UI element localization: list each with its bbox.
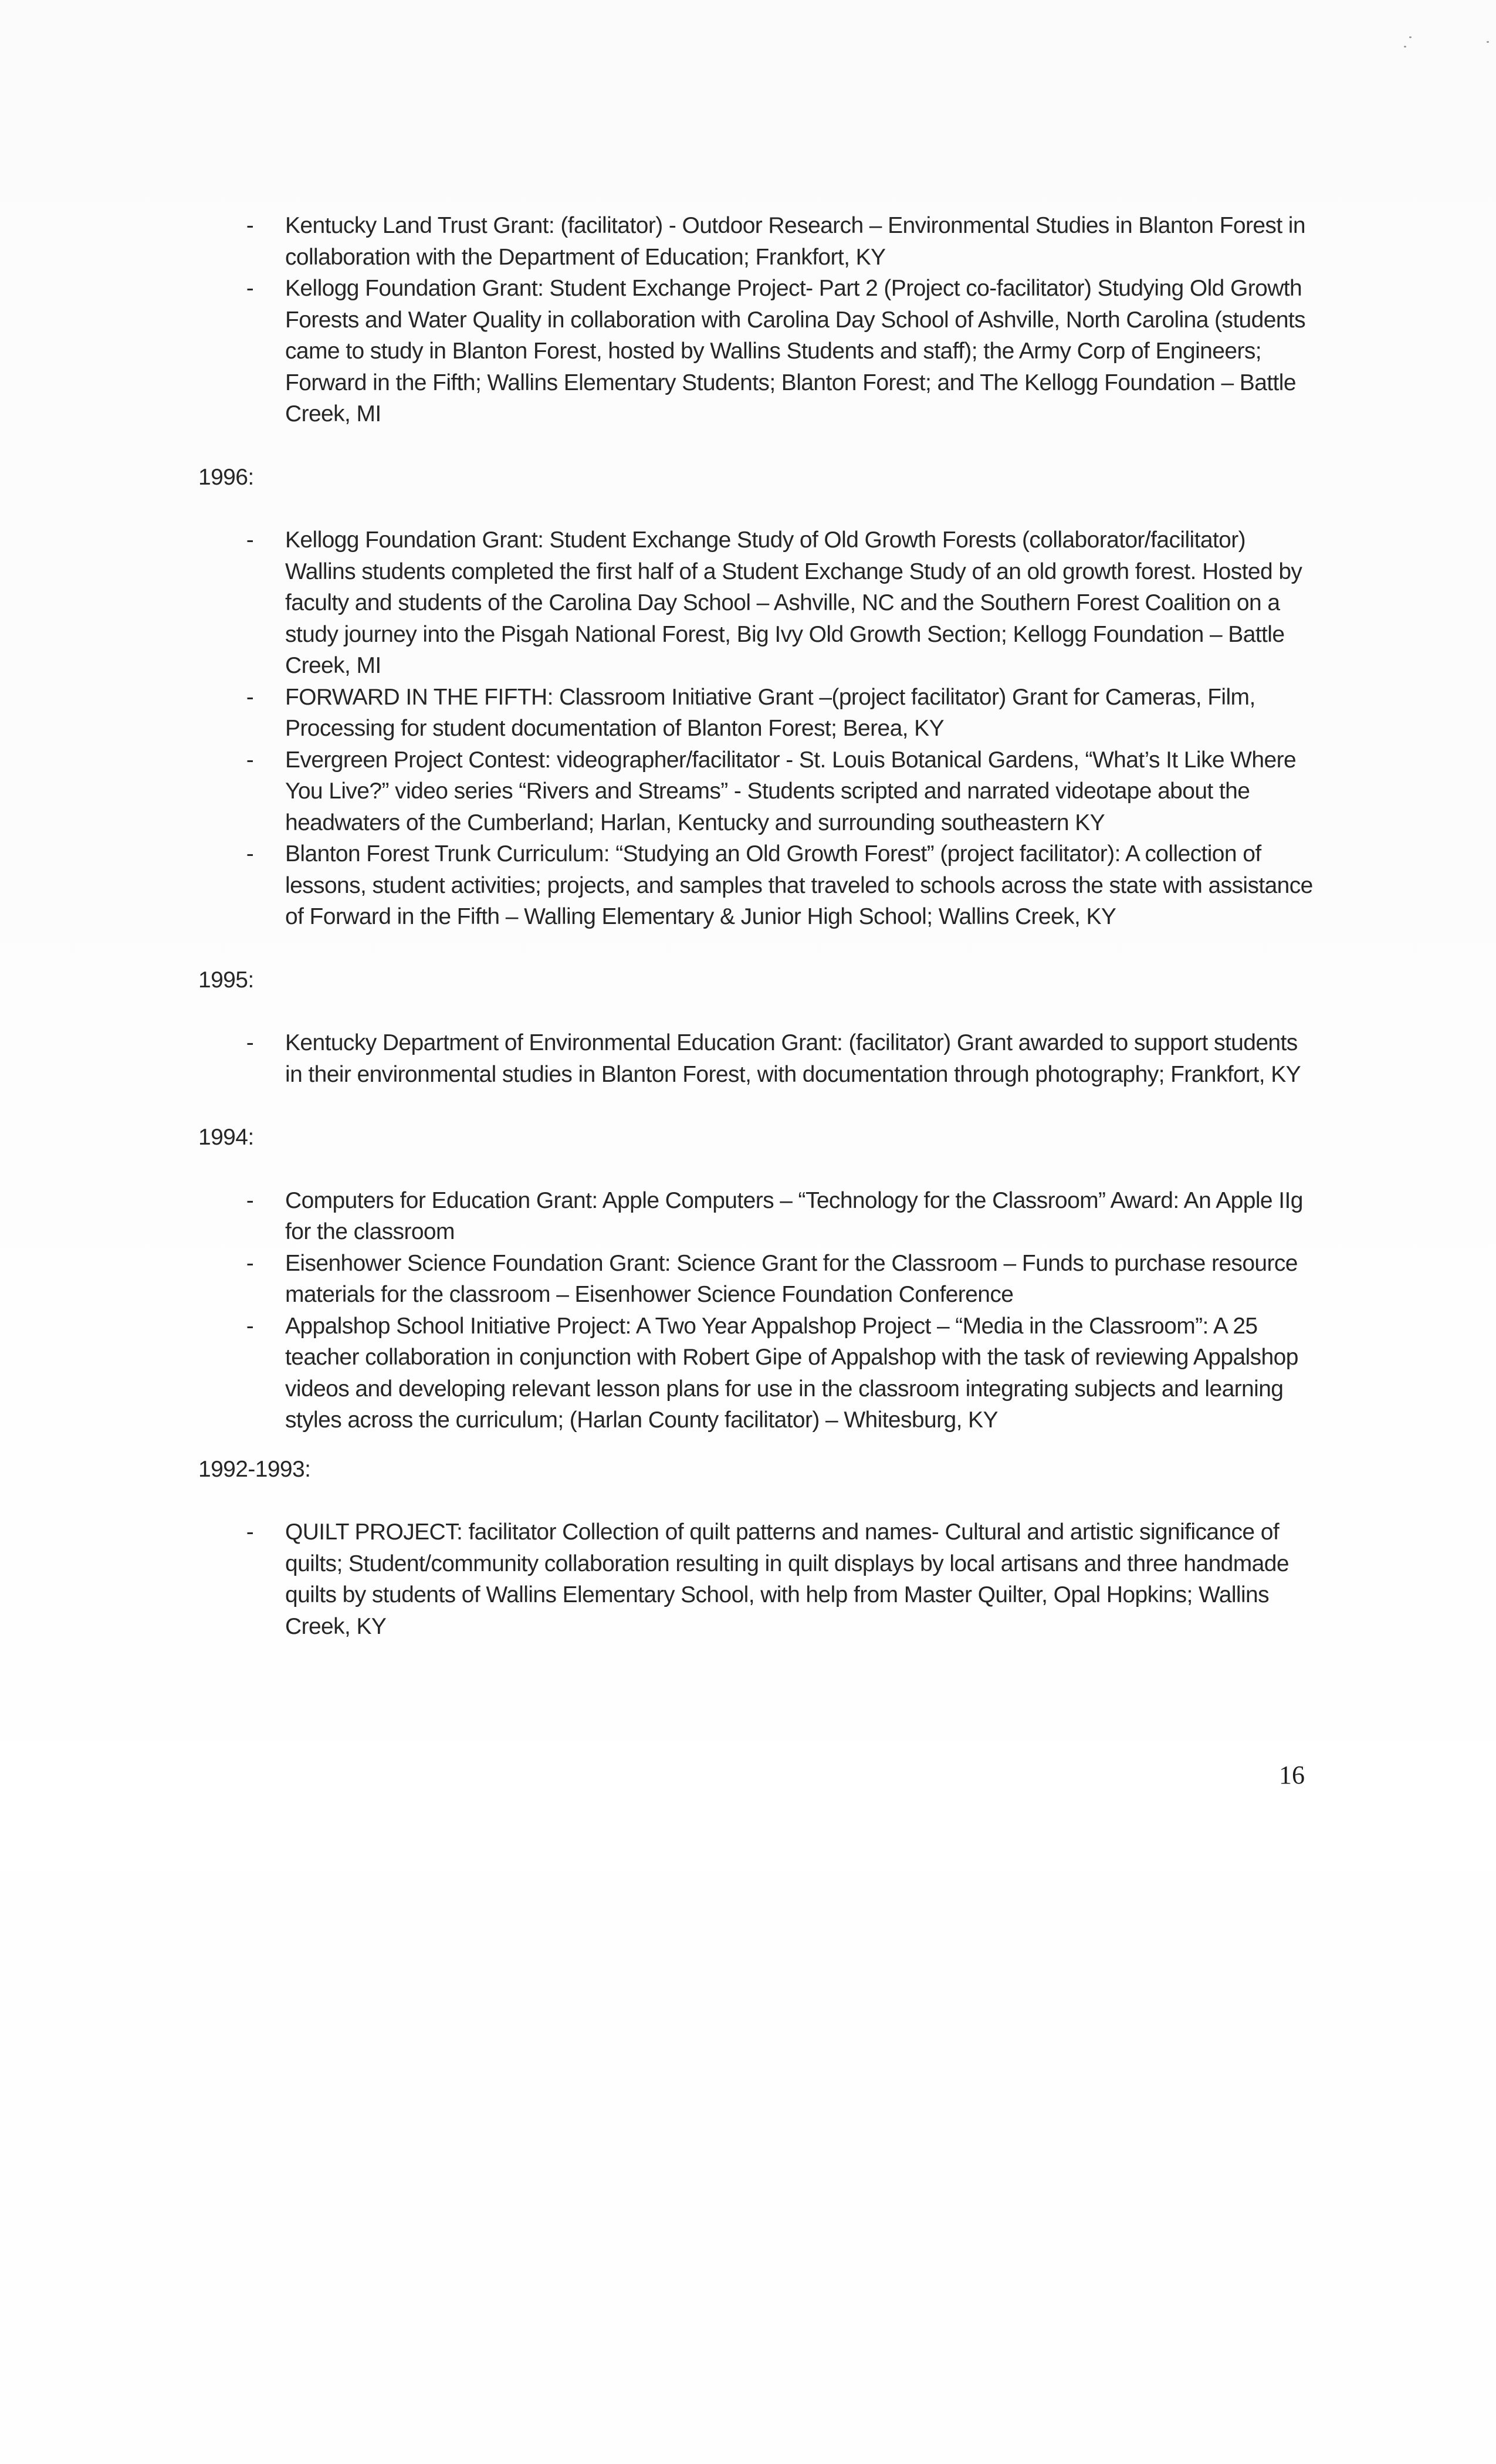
year-heading: 1994: — [198, 1125, 254, 1150]
entry-text: Kentucky Land Trust Grant: (facilitator) - Outdoor Research – Environmental Studies in Blanton Forest in collaboration with the Department of Education; Frankfort, KY — [285, 213, 1305, 270]
dash-bullet: - — [246, 1250, 254, 1276]
entry-text: Kellogg Foundation Grant: Student Exchange Project- Part 2 (Project co-facilitator) Studying Old Growth Forests and Water Quality in collaboration with Carolina Day School of Ashville, North Carolina (students came to study in Blanton Forest, hosted by Wallins Students and staff); the Army Corp of Engineers; Forward in the Fifth; Wallins Elementary Students; Blanton Forest; and The Kellogg Foundation – Battle Creek, MI — [285, 276, 1306, 427]
section-1992-1993 — [198, 1454, 1313, 1643]
grant-entry-appalshop-initiative — [198, 1311, 1318, 1436]
scan-speck — [1409, 36, 1412, 38]
grant-entry-kellogg-exchange-study — [198, 524, 1318, 682]
scan-speck — [1487, 41, 1489, 43]
year-heading: 1992-1993: — [198, 1456, 311, 1482]
heading-gap — [198, 1485, 1313, 1517]
dash-bullet: - — [246, 276, 254, 301]
entry-text: Blanton Forest Trunk Curriculum: “Studying an Old Growth Forest” (project facilitator): A collection of lessons, student activities; projects, and samples that traveled to schools across the state with assistance of Forward in the Fifth – Walling Elementary & Junior High School; Wallins Creek, KY — [285, 841, 1313, 929]
scan-speck — [1404, 46, 1406, 48]
entry-text: QUILT PROJECT: facilitator Collection of quilt patterns and names- Cultural and artistic significance of quilts; Student/community collaboration resulting in quilt displays by local artisans and three handmade quilts by students of Wallins Elementary School, with help from Master Quilter, Opal Hopkins; Wallins Creek, KY — [285, 1519, 1289, 1639]
dash-bullet: - — [246, 527, 254, 553]
grant-entry-quilt-project — [198, 1517, 1318, 1642]
section-gap — [198, 1436, 1313, 1454]
year-heading: 1996: — [198, 464, 254, 490]
dash-bullet: - — [246, 1030, 254, 1055]
grant-entry-blanton-trunk-curriculum — [198, 838, 1318, 933]
page-number: 16 — [1279, 1761, 1305, 1789]
grant-entry-kentucky-land-trust — [198, 210, 1318, 273]
heading-gap — [198, 996, 1313, 1027]
entry-list — [198, 1517, 1313, 1642]
section-1994 — [198, 1122, 1313, 1436]
section-1995 — [198, 964, 1313, 1091]
dash-bullet: - — [246, 1313, 254, 1339]
section-gap — [198, 430, 1313, 462]
grant-entry-kellogg-exchange-part2 — [198, 273, 1318, 430]
entry-list — [198, 210, 1313, 430]
section-1996 — [198, 462, 1313, 933]
entry-list — [198, 524, 1313, 933]
section-continued — [198, 210, 1313, 430]
grant-entry-computers-for-education — [198, 1185, 1318, 1248]
grant-entry-eisenhower-science — [198, 1248, 1318, 1311]
grant-entry-evergreen-project — [198, 744, 1318, 839]
entry-text: Appalshop School Initiative Project: A Two Year Appalshop Project – “Media in the Classroom”: A 25 teacher collaboration in conjunction with Robert Gipe of Appalshop with the task of reviewing Appalshop videos and developing relevant lesson plans for use in the classroom integrating subjects and learning styles across the curriculum; (Harlan County facilitator) – Whitesburg, KY — [285, 1313, 1298, 1433]
entry-text: Kentucky Department of Environmental Education Grant: (facilitator) Grant awarded to support students in their environmental studies in Blanton Forest, with documentation through photography; Frankfort, KY — [285, 1030, 1301, 1087]
grants-list — [198, 210, 1313, 1642]
entry-list — [198, 1185, 1313, 1436]
grant-entry-forward-in-the-fifth — [198, 682, 1318, 744]
dash-bullet: - — [246, 1519, 254, 1545]
year-heading: 1995: — [198, 967, 254, 993]
grant-entry-ky-environmental-education — [198, 1027, 1318, 1090]
entry-text: FORWARD IN THE FIFTH: Classroom Initiative Grant –(project facilitator) Grant for Cameras, Film, Processing for student documentation of Blanton Forest; Berea, KY — [285, 684, 1255, 741]
entry-text: Kellogg Foundation Grant: Student Exchange Study of Old Growth Forests (collaborator/facilitator) Wallins students completed the first half of a Student Exchange Study of an old growth forest. Hosted by faculty and students of the Carolina Day School – Ashville, NC and the Southern Forest Coalition on a study journey into the Pisgah National Forest, Big Ivy Old Growth Section; Kellogg Foundation – Battle Creek, MI — [285, 527, 1302, 678]
entry-text: Computers for Education Grant: Apple Computers – “Technology for the Classroom” Award: An Apple IIg for the classroom — [285, 1187, 1303, 1244]
entry-list — [198, 1027, 1313, 1090]
entry-text: Evergreen Project Contest: videographer/facilitator - St. Louis Botanical Gardens, “What’s It Like Where You Live?” video series “Rivers and Streams” - Students scripted and narrated videotape about the headwaters of the Cumberland; Harlan, Kentucky and surrounding southeastern KY — [285, 747, 1297, 835]
section-gap — [198, 933, 1313, 964]
dash-bullet: - — [246, 747, 254, 773]
dash-bullet: - — [246, 1187, 254, 1213]
heading-gap — [198, 1153, 1313, 1185]
section-gap — [198, 1090, 1313, 1122]
dash-bullet: - — [246, 213, 254, 238]
dash-bullet: - — [246, 841, 254, 867]
entry-text: Eisenhower Science Foundation Grant: Science Grant for the Classroom – Funds to purchase resource materials for the classroom – Eisenhower Science Foundation Conference — [285, 1250, 1298, 1307]
dash-bullet: - — [246, 684, 254, 710]
heading-gap — [198, 493, 1313, 524]
